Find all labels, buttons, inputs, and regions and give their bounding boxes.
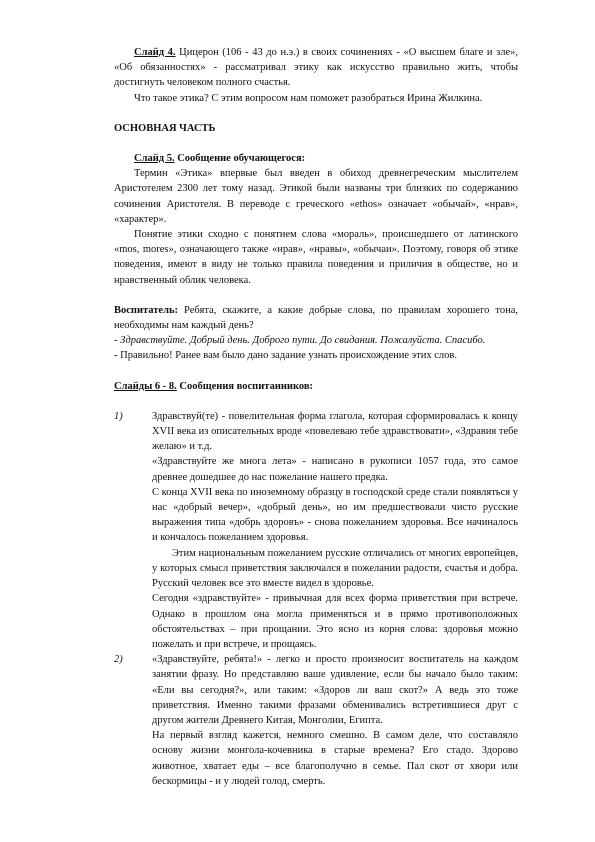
list-item-paragraph: С конца XVII века по иноземному образцу в господской среде стали появляться у нас «добрый вечер», «добрый день», но им предшествовали чисто русские выражения типа «добрь здоровъ» - снова пожеланием здоровья. Все начиналось и кончалось пожеланием здоровья. bbox=[152, 486, 518, 544]
main-heading: ОСНОВНАЯ ЧАСТЬ bbox=[114, 122, 216, 134]
teacher-reply bbox=[114, 348, 518, 363]
list-item-number: 2) bbox=[114, 654, 123, 666]
messages-list bbox=[114, 409, 518, 789]
slides68-label: Слайды 6 - 8. bbox=[114, 380, 177, 392]
slide5-paragraph-2: Понятие этики сходно с понятием слова «мораль», происшедшего от латинского «mos, mores», означающего также «нрав», «нравы», «обычаи». Поэтому, говоря об этике поведения, имеют в виду не только правила поведения и приличия в обществе, но и нравственный облик человека. bbox=[114, 229, 518, 286]
slides68-title: Сообщения воспитанников: bbox=[176, 380, 314, 392]
teacher-label: Воспитатель: bbox=[114, 304, 179, 316]
list-item-paragraph: Сегодня «здравствуйте» - привычная для всех форма приветствия при встрече. Однако в прошлом она могла применяться и в прямо противоположных обстоятельствах – при прощании. Это ясно из корня слова: здоровья можно пожелать и при встрече, и прощаясь. bbox=[152, 593, 518, 650]
slide5-label: Слайд 5. bbox=[134, 153, 175, 165]
slide4-question: Что такое этика? С этим вопросом нам поможет разобраться Ирина Жилкина. bbox=[134, 92, 483, 104]
slide4-text: Цицерон (106 - 43 до н.э.) в своих сочинениях - «О высшем благе и зле», «Об обязанностях» - рассматривал этику как искусство правильно жить, чтобы достигнуть человеком полного счастья. bbox=[114, 47, 519, 89]
slide5-title: Сообщение обучающегося: bbox=[174, 153, 306, 165]
teacher-reply-text: Правильно! Ранее вам было дано задание узнать происхождение этих слов. bbox=[120, 350, 457, 362]
document-body bbox=[114, 45, 518, 789]
slide4-label: Слайд 4. bbox=[134, 47, 176, 58]
list-item-number: 1) bbox=[114, 410, 123, 422]
list-item-paragraph: Этим национальным пожеланием русские отличались от многих европейцев, у которых смысл приветствия заключался в пожелании радости, счастья и добра. Русский человек все это вместе видел в здоровье. bbox=[152, 547, 518, 590]
slide5-heading bbox=[114, 151, 518, 166]
teacher-text: Ребята, скажите, а какие добрые слова, по правилам хорошего тона, необходимы нам каждый день? bbox=[114, 304, 518, 332]
list-item-paragraph: «Здравствуйте же многа лета» - написано в рукописи 1057 года, это самое древнее дошедшее до нас пожелание нашего предка. bbox=[152, 456, 518, 483]
list-item bbox=[114, 652, 518, 789]
teacher-answer: - Здравствуйте. Добрый день. Доброго пути. До свидания. Пожалуйста. Спасибо. bbox=[114, 335, 486, 347]
slide4-paragraph bbox=[114, 45, 518, 91]
slides68-heading bbox=[114, 379, 518, 394]
teacher-reply-dash: - bbox=[114, 350, 121, 362]
list-item-paragraph: «Здравствуйте, ребята!» - легко и просто произносит воспитатель на каждом занятии фразу. Но представляю ваше удивление, если бы начало было таким: «Ели вы сегодня?», или таким: «Здоров ли ваш скот?» А ведь это тоже приветствия. Именно такими фразами обменивались встретившиеся друг с другом жители Древнего Китая, Монголии, Египта. bbox=[152, 654, 518, 726]
list-item-paragraph: На первый взгляд кажется, немного смешно. В самом деле, что составляло основу жизни монгола-кочевника в старые времена? Его стадо. Здорово животное, хватает еды – все благополучно в семье. Пал скот от хвори или бескормицы - и у людей голод, смерть. bbox=[152, 730, 518, 787]
list-item bbox=[114, 409, 518, 652]
slide5-paragraph-1: Термин «Этика» впервые был введен в обиход древнегреческим мыслителем Аристотелем 2300 лет тому назад. Этикой были названы три близких по содержанию сочинения Аристотеля. В переводе с греческого «ethos» означает «обычай», «нрав», «характер». bbox=[114, 168, 518, 225]
teacher-question bbox=[114, 303, 518, 333]
list-item-paragraph: Здравствуй(те) - повелительная форма глагола, которая сформировалась к концу XVII века из описательных вроде «повелеваю тебе здравствовати», «Здравия тебе желаю» и т.д. bbox=[152, 410, 518, 453]
